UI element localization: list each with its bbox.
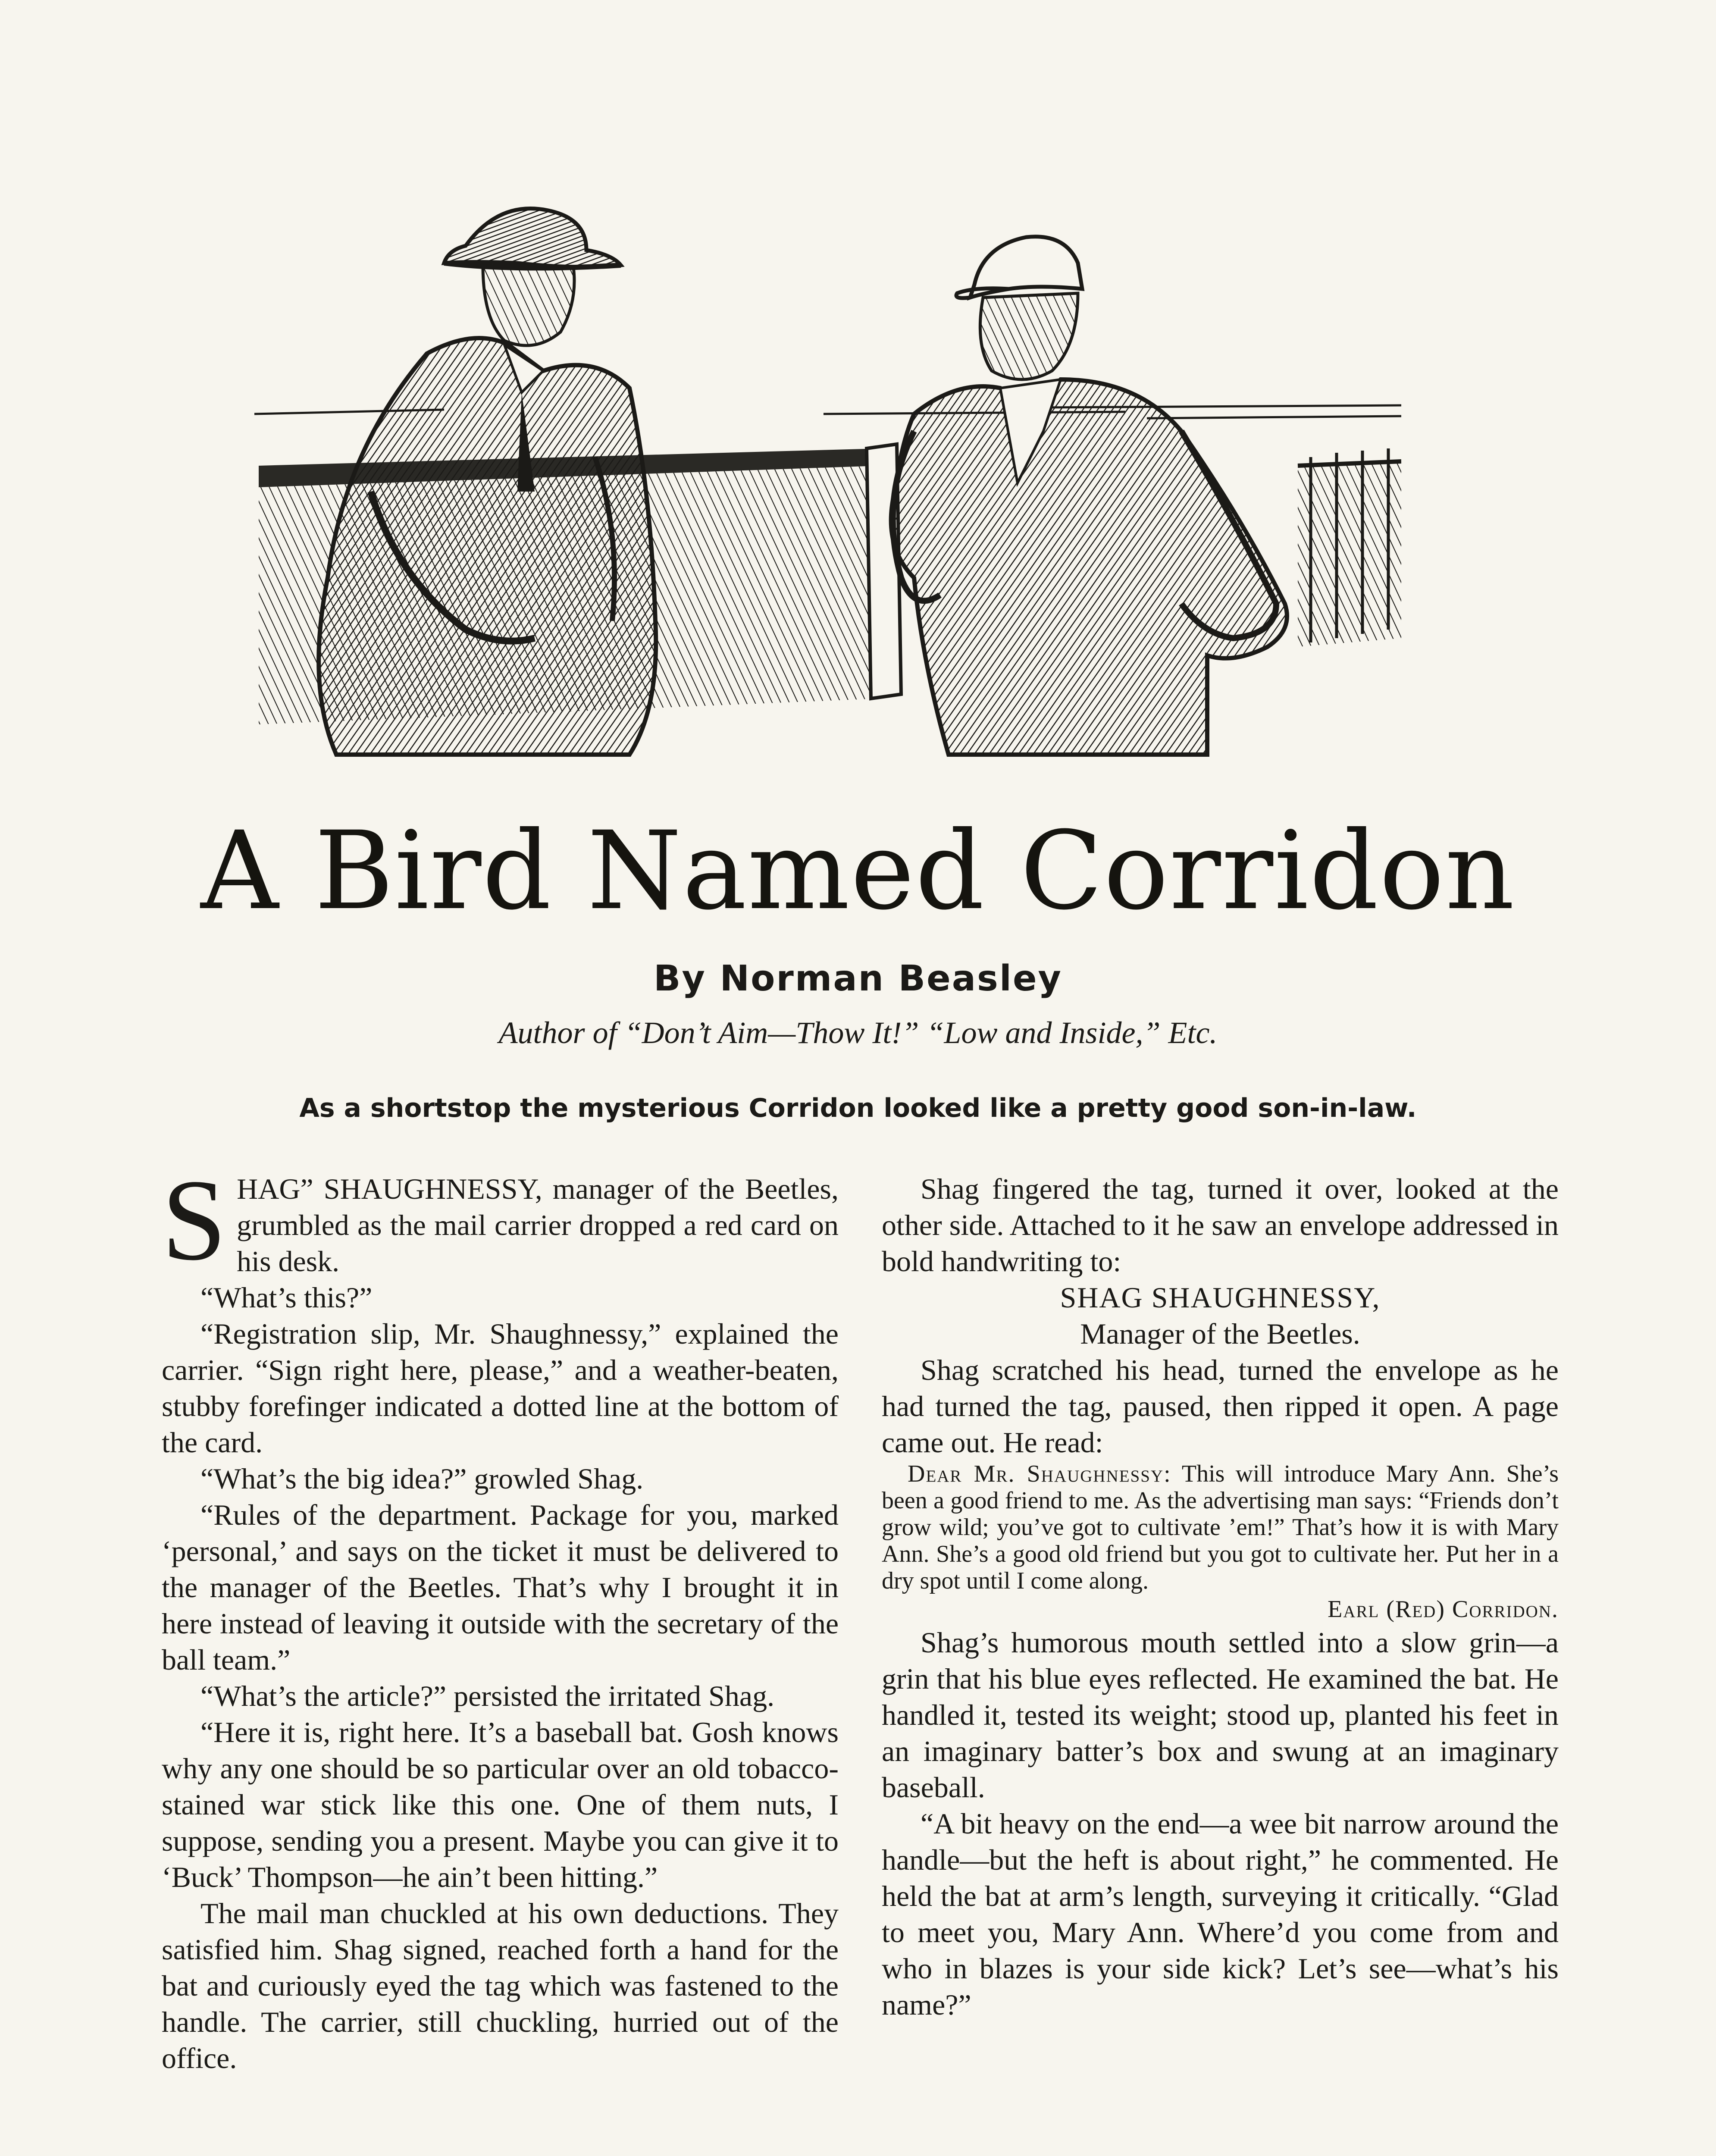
left-column [162,1156,839,2076]
man-in-cap-figure [891,237,1287,755]
paragraph: Shag fingered the tag, turned it over, looked at the other side. Attached to it he saw an envelope addressed in bold handwriting to: [882,1172,1559,1278]
paragraph: “Rules of the department. Package for you, marked ‘personal,’ and says on the ticket it must be delivered to the manager of the Beetles. That’s why I brought it in here instead of leaving it outside with the secretary of the ball team.” [162,1498,839,1676]
opening-paragraph-text: HAG” SHAUGHNESSY, manager of the Beetles, grumbled as the mail carrier dropped a red card on his desk. [237,1172,839,1278]
story-teaser: As a shortstop the mysterious Corridon looked like a pretty good son-in-law. [299,1093,1417,1123]
letter-signature: Earl (Red) Corridon. [1328,1596,1559,1623]
illustration-drawing [241,190,1401,763]
paragraph: Shag’s humorous mouth settled into a slow grin—a grin that his blue eyes reflected. He examined the bat. He handled it, tested its weight; stood up, planted his feet in an imaginary batter’s box and swung at an imaginary baseball. [882,1626,1559,1804]
byline: By Norman Beasley [653,958,1063,999]
paragraph: The mail man chuckled at his own deductions. They satisfied him. Shag signed, reached forth a hand for the bat and curiously eyed the tag which was fastened to the handle. The carrier, still chuckling, hurried out of the office. [162,1897,839,2075]
paragraph: “A bit heavy on the end—a wee bit narrow around the handle—but the heft is about right,” he commented. He held the bat at arm’s length, surveying it critically. “Glad to meet you, Mary Ann. Where’d you come from and who in blazes is your side kick? Let’s see—what’s his name?” [882,1807,1559,2021]
author-of-prefix: Author of [498,1015,617,1050]
paragraph: “What’s the article?” persisted the irritated Shag. [200,1680,775,1712]
two-men-at-ballpark-illustration [241,190,1401,763]
envelope-address-name: SHAG SHAUGHNESSY, [1060,1281,1381,1314]
paragraph: Shag scratched his head, turned the envelope as he had turned the tag, paused, then ripped it open. A page came out. He read: [882,1354,1559,1459]
author-credits [0,1013,1716,1052]
paragraph: “What’s this?” [200,1281,373,1314]
opening-paragraph [162,1156,839,1285]
letter-salutation: Dear Mr. Shaughnessy: [908,1460,1171,1487]
drop-cap: S [162,1156,227,1285]
paragraph: “Registration slip, Mr. Shaughnessy,” explained the carrier. “Sign right here, please,” and a weather-beaten, stubby forefinger indicated a dotted line at the bottom of the card. [162,1317,839,1459]
man-in-hat-figure [319,209,656,755]
paragraph: “What’s the big idea?” growled Shag. [200,1462,644,1495]
envelope-address-title: Manager of the Beetles. [1080,1317,1360,1350]
letter-text [882,1460,1559,1594]
paragraph: “Here it is, right here. It’s a baseball bat. Gosh knows why any one should be so particular over an old tobacco-stained war stick like this one. One of them nuts, I suppose, sending you a present. Maybe you can give it to ‘Buck’ Thompson—he ain’t been hitting.” [162,1716,839,1893]
author-of-works: “Don’t Aim—Thow It!” “Low and Inside,” Etc. [624,1015,1218,1050]
right-column [882,1171,1559,2023]
letter-body: This will introduce Mary Ann. She’s been a good friend to me. As the advertising man says: “Friends don’t grow wild; you’ve got to cultivate ’em!” That’s how it is with Mary Ann. She’s a good old friend but you got to cultivate her. Put her in a dry spot until I come along. [882,1460,1559,1594]
story-title: A Bird Named Corridon [200,808,1516,934]
